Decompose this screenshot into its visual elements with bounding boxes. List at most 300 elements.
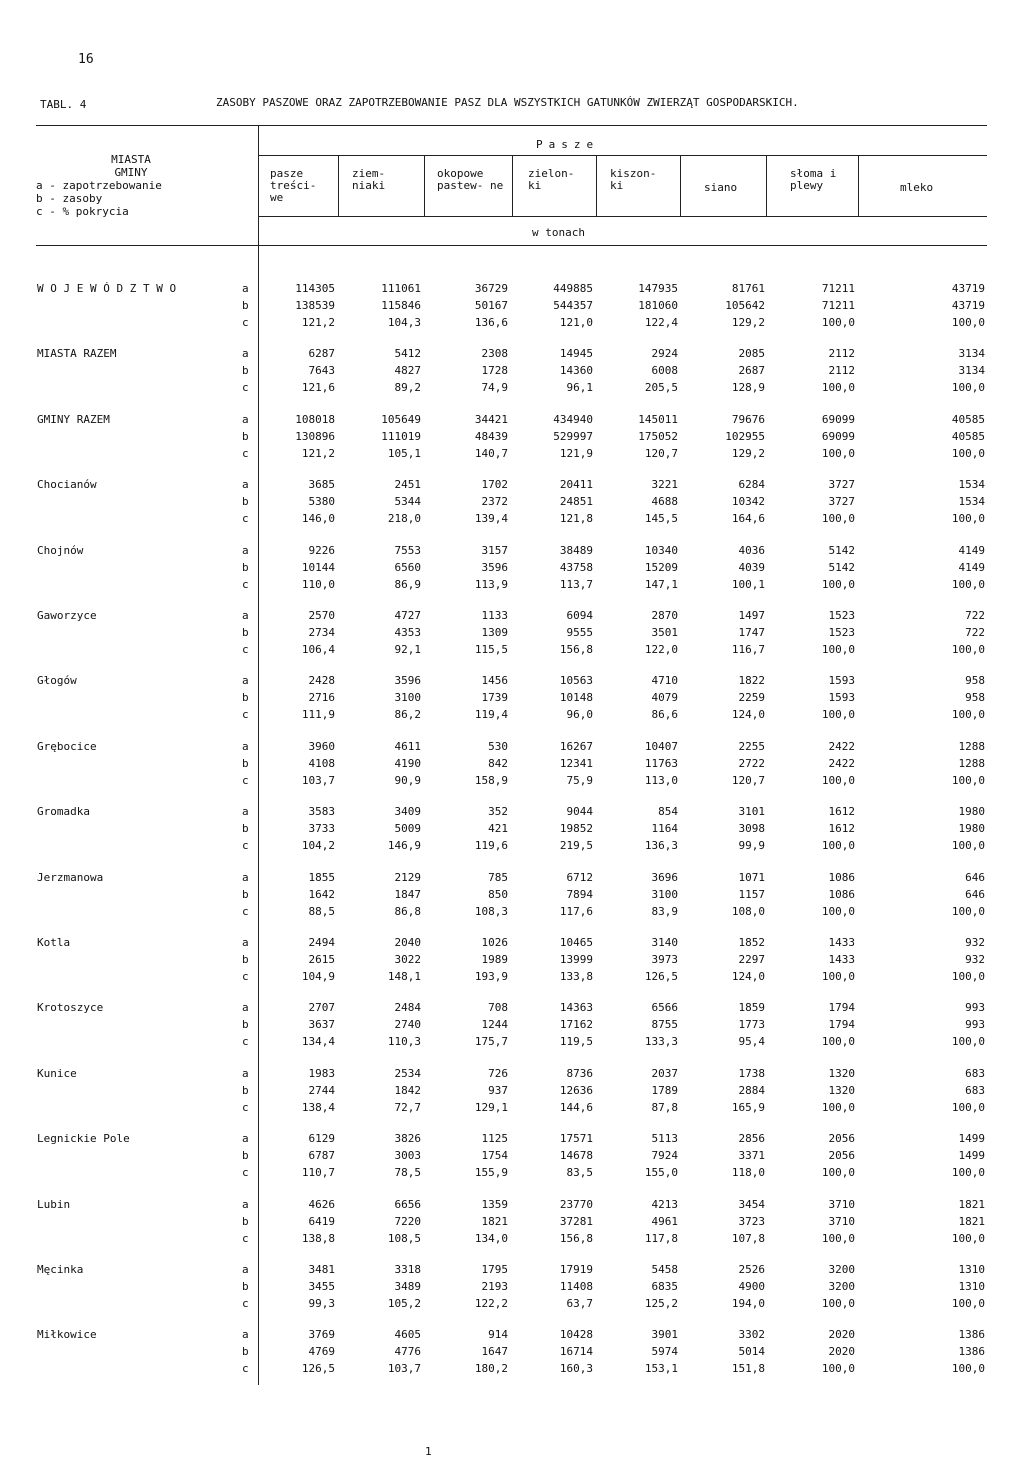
row-letter-b: b xyxy=(242,887,249,901)
table-cell: 3200 xyxy=(828,1263,855,1276)
table-cell: 105649 xyxy=(381,412,421,426)
table-cell: 14360 xyxy=(559,364,593,378)
table-cell: 1288 xyxy=(958,756,985,770)
table-cell: 13999 xyxy=(559,953,593,966)
table-cell: 100,0 xyxy=(821,643,855,656)
table-cell: 1593 xyxy=(828,674,855,688)
table-cell: 4688 xyxy=(651,495,678,509)
table-cell: 1288 xyxy=(958,739,985,753)
table-cell: 3501 xyxy=(651,626,678,639)
table-cell: 6787 xyxy=(308,1149,335,1163)
table-cell: 121,8 xyxy=(559,512,593,526)
table-cell: 683 xyxy=(965,1083,985,1097)
table-cell: 119,5 xyxy=(559,1035,593,1049)
table-cell: 130896 xyxy=(295,429,335,443)
table-cell: 165,9 xyxy=(731,1100,765,1114)
row-letter-b: b xyxy=(242,953,249,966)
table-cell: 2259 xyxy=(738,691,765,705)
table-cell: 3727 xyxy=(828,495,855,509)
table-cell: 5014 xyxy=(738,1345,765,1359)
table-cell: 108,5 xyxy=(387,1231,421,1245)
table-cell: 3101 xyxy=(738,805,765,819)
table-cell: 99,9 xyxy=(738,839,765,853)
table-cell: 2734 xyxy=(308,626,335,639)
table-cell: 63,7 xyxy=(566,1297,593,1310)
table-cell: 48439 xyxy=(474,429,508,443)
table-cell: 3489 xyxy=(394,1280,421,1293)
rule-col-1 xyxy=(338,155,339,216)
table-cell: 958 xyxy=(965,691,985,705)
table-cell: 100,0 xyxy=(951,839,985,853)
row-letter-c: c xyxy=(242,1166,249,1180)
table-cell: 932 xyxy=(965,936,985,949)
row-name: Chojnów xyxy=(37,543,84,557)
row-letter-b: b xyxy=(242,626,249,639)
table-cell: 138,4 xyxy=(301,1100,335,1114)
table-cell: 1842 xyxy=(394,1083,421,1097)
table-cell: 3200 xyxy=(828,1280,855,1293)
table-cell: 110,7 xyxy=(301,1166,335,1180)
row-name: MIASTA RAZEM xyxy=(37,347,117,361)
table-cell: 2020 xyxy=(828,1345,855,1359)
table-cell: 113,0 xyxy=(644,773,678,787)
table-cell: 1983 xyxy=(308,1066,335,1080)
table-cell: 103,7 xyxy=(301,773,335,787)
table-cell: 993 xyxy=(965,1018,985,1032)
table-cell: 139,4 xyxy=(474,512,508,526)
row-letter-a: a xyxy=(242,1197,249,1211)
table-cell: 3826 xyxy=(394,1132,421,1146)
table-cell: 1642 xyxy=(308,887,335,901)
table-cell: 146,9 xyxy=(387,839,421,853)
table-cell: 102955 xyxy=(725,429,765,443)
table-cell: 449885 xyxy=(553,282,593,295)
table-cell: 3409 xyxy=(394,805,421,819)
table-cell: 120,7 xyxy=(731,773,765,787)
table-cell: 11408 xyxy=(559,1280,593,1293)
table-cell: 156,8 xyxy=(559,1231,593,1245)
table-cell: 136,6 xyxy=(474,316,508,329)
table-cell: 1386 xyxy=(958,1345,985,1359)
table-cell: 7553 xyxy=(394,543,421,557)
table-title: ZASOBY PASZOWE ORAZ ZAPOTRZEBOWANIE PASZ DLA WSZYSTKICH GATUNKÓW ZWIERZĄT GOSPODARSKICH. xyxy=(216,96,799,109)
table-cell: 3596 xyxy=(481,560,508,574)
table-cell: 1593 xyxy=(828,691,855,705)
row-letter-b: b xyxy=(242,691,249,705)
row-letter-a: a xyxy=(242,1066,249,1080)
table-cell: 20411 xyxy=(559,478,593,492)
table-cell: 2085 xyxy=(738,347,765,361)
table-cell: 155,9 xyxy=(474,1166,508,1180)
table-cell: 72,7 xyxy=(394,1100,421,1114)
table-cell: 3134 xyxy=(958,364,985,378)
row-name: Gaworzyce xyxy=(37,609,97,622)
table-cell: 1794 xyxy=(828,1018,855,1032)
table-cell: 100,0 xyxy=(821,512,855,526)
table-cell: 218,0 xyxy=(387,512,421,526)
footnote-mark: 1 xyxy=(425,1445,432,1458)
table-cell: 1795 xyxy=(481,1263,508,1276)
table-cell: 113,9 xyxy=(474,577,508,591)
rule-col-3 xyxy=(512,155,513,216)
table-cell: 3318 xyxy=(394,1263,421,1276)
table-cell: 2484 xyxy=(394,1001,421,1015)
row-letter-b: b xyxy=(242,364,249,378)
table-cell: 7643 xyxy=(308,364,335,378)
table-cell: 6560 xyxy=(394,560,421,574)
table-cell: 2687 xyxy=(738,364,765,378)
table-cell: 36729 xyxy=(474,282,508,295)
table-cell: 121,2 xyxy=(301,446,335,460)
table-cell: 3901 xyxy=(651,1328,678,1342)
table-cell: 842 xyxy=(488,756,508,770)
table-cell: 2112 xyxy=(828,347,855,361)
table-cell: 107,8 xyxy=(731,1231,765,1245)
table-cell: 2372 xyxy=(481,495,508,509)
table-cell: 69099 xyxy=(821,412,855,426)
table-cell: 2870 xyxy=(651,609,678,622)
row-letter-c: c xyxy=(242,316,249,329)
table-cell: 108,0 xyxy=(731,904,765,918)
table-cell: 4149 xyxy=(958,543,985,557)
table-cell: 3140 xyxy=(651,936,678,949)
table-cell: 1497 xyxy=(738,609,765,622)
table-cell: 2193 xyxy=(481,1280,508,1293)
table-cell: 3134 xyxy=(958,347,985,361)
table-cell: 434940 xyxy=(553,412,593,426)
table-cell: 1499 xyxy=(958,1132,985,1146)
row-letter-c: c xyxy=(242,970,249,983)
table-cell: 1989 xyxy=(481,953,508,966)
table-cell: 158,9 xyxy=(474,773,508,787)
table-label: TABL. 4 xyxy=(40,98,87,111)
table-cell: 2534 xyxy=(394,1066,421,1080)
rule-group xyxy=(258,155,987,156)
table-cell: 140,7 xyxy=(474,446,508,460)
table-cell: 1386 xyxy=(958,1328,985,1342)
table-cell: 100,0 xyxy=(951,970,985,983)
table-cell: 1320 xyxy=(828,1066,855,1080)
table-cell: 1433 xyxy=(828,936,855,949)
table-cell: 2129 xyxy=(394,870,421,884)
table-cell: 2740 xyxy=(394,1018,421,1032)
table-cell: 5009 xyxy=(394,822,421,836)
table-cell: 937 xyxy=(488,1083,508,1097)
table-cell: 2526 xyxy=(738,1263,765,1276)
rule-stub xyxy=(258,125,259,1385)
table-cell: 3455 xyxy=(308,1280,335,1293)
table-cell: 122,2 xyxy=(474,1297,508,1310)
table-cell: 12341 xyxy=(559,756,593,770)
table-cell: 126,5 xyxy=(644,970,678,983)
row-letter-a: a xyxy=(242,609,249,622)
table-cell: 151,8 xyxy=(731,1362,765,1376)
table-cell: 10428 xyxy=(559,1328,593,1342)
table-cell: 114305 xyxy=(295,282,335,295)
table-cell: 100,0 xyxy=(821,773,855,787)
table-cell: 75,9 xyxy=(566,773,593,787)
row-letter-c: c xyxy=(242,1362,249,1376)
row-letter-a: a xyxy=(242,870,249,884)
table-cell: 3481 xyxy=(308,1263,335,1276)
table-cell: 100,0 xyxy=(951,643,985,656)
table-cell: 133,3 xyxy=(644,1035,678,1049)
table-cell: 2856 xyxy=(738,1132,765,1146)
table-cell: 8736 xyxy=(566,1066,593,1080)
table-cell: 2716 xyxy=(308,691,335,705)
table-cell: 100,0 xyxy=(821,839,855,853)
table-cell: 3960 xyxy=(308,739,335,753)
table-cell: 104,3 xyxy=(387,316,421,329)
table-cell: 145011 xyxy=(638,412,678,426)
table-cell: 4827 xyxy=(394,364,421,378)
row-letter-a: a xyxy=(242,478,249,492)
row-letter-c: c xyxy=(242,1297,249,1310)
row-name: Chocianów xyxy=(37,478,97,492)
table-cell: 15209 xyxy=(644,560,678,574)
table-cell: 2020 xyxy=(828,1328,855,1342)
column-header: pasze treści- we xyxy=(270,167,317,204)
row-letter-a: a xyxy=(242,1263,249,1276)
table-cell: 100,0 xyxy=(821,577,855,591)
table-cell: 133,8 xyxy=(559,970,593,983)
row-letter-c: c xyxy=(242,904,249,918)
stub-header-line: a - zapotrzebowanie xyxy=(36,179,162,192)
table-cell: 146,0 xyxy=(301,512,335,526)
table-cell: 12636 xyxy=(559,1083,593,1097)
table-cell: 96,0 xyxy=(566,708,593,722)
table-cell: 175,7 xyxy=(474,1035,508,1049)
table-cell: 129,2 xyxy=(731,316,765,329)
table-cell: 134,0 xyxy=(474,1231,508,1245)
row-letter-a: a xyxy=(242,1001,249,1015)
table-cell: 3371 xyxy=(738,1149,765,1163)
table-cell: 122,0 xyxy=(644,643,678,656)
table-cell: 100,0 xyxy=(951,1166,985,1180)
table-cell: 9555 xyxy=(566,626,593,639)
table-cell: 1855 xyxy=(308,870,335,884)
table-cell: 1822 xyxy=(738,674,765,688)
row-letter-c: c xyxy=(242,446,249,460)
table-cell: 3710 xyxy=(828,1197,855,1211)
table-cell: 100,0 xyxy=(821,904,855,918)
rule-col-6 xyxy=(766,155,767,216)
rule-col-4 xyxy=(596,155,597,216)
table-cell: 4036 xyxy=(738,543,765,557)
table-cell: 2422 xyxy=(828,756,855,770)
table-cell: 7894 xyxy=(566,887,593,901)
table-cell: 100,0 xyxy=(951,1035,985,1049)
row-name: Kunice xyxy=(37,1066,77,1080)
table-cell: 1310 xyxy=(958,1280,985,1293)
table-cell: 7924 xyxy=(651,1149,678,1163)
table-cell: 205,5 xyxy=(644,381,678,395)
table-cell: 119,6 xyxy=(474,839,508,853)
table-cell: 1523 xyxy=(828,626,855,639)
table-cell: 4108 xyxy=(308,756,335,770)
table-cell: 147,1 xyxy=(644,577,678,591)
row-letter-a: a xyxy=(242,674,249,688)
table-cell: 2494 xyxy=(308,936,335,949)
table-cell: 129,2 xyxy=(731,446,765,460)
rule-header-bottom xyxy=(36,245,987,246)
table-cell: 100,0 xyxy=(951,1297,985,1310)
table-cell: 138539 xyxy=(295,299,335,312)
table-cell: 1789 xyxy=(651,1083,678,1097)
table-cell: 8755 xyxy=(651,1018,678,1032)
table-cell: 1433 xyxy=(828,953,855,966)
row-letter-b: b xyxy=(242,1214,249,1228)
table-cell: 352 xyxy=(488,805,508,819)
table-cell: 4769 xyxy=(308,1345,335,1359)
table-cell: 121,6 xyxy=(301,381,335,395)
table-cell: 1534 xyxy=(958,478,985,492)
table-cell: 100,0 xyxy=(951,381,985,395)
table-cell: 100,0 xyxy=(821,1231,855,1245)
table-cell: 100,0 xyxy=(821,1297,855,1310)
table-cell: 5974 xyxy=(651,1345,678,1359)
table-cell: 6287 xyxy=(308,347,335,361)
table-cell: 1821 xyxy=(958,1197,985,1211)
table-cell: 1310 xyxy=(958,1263,985,1276)
row-name: W O J E W Ó D Z T W O xyxy=(37,282,177,295)
table-cell: 125,2 xyxy=(644,1297,678,1310)
table-cell: 121,0 xyxy=(559,316,593,329)
table-cell: 3973 xyxy=(651,953,678,966)
row-letter-a: a xyxy=(242,936,249,949)
table-cell: 100,0 xyxy=(821,1100,855,1114)
row-letter-c: c xyxy=(242,381,249,395)
table-cell: 118,0 xyxy=(731,1166,765,1180)
table-cell: 1980 xyxy=(958,822,985,836)
table-cell: 37281 xyxy=(559,1214,593,1228)
table-cell: 100,0 xyxy=(951,904,985,918)
table-cell: 134,4 xyxy=(301,1035,335,1049)
table-cell: 3583 xyxy=(308,805,335,819)
table-cell: 104,9 xyxy=(301,970,335,983)
row-letter-c: c xyxy=(242,1100,249,1114)
table-cell: 1702 xyxy=(481,478,508,492)
table-cell: 180,2 xyxy=(474,1362,508,1376)
table-cell: 1164 xyxy=(651,822,678,836)
table-cell: 1359 xyxy=(481,1197,508,1211)
table-cell: 100,0 xyxy=(821,1166,855,1180)
table-cell: 104,2 xyxy=(301,839,335,853)
table-cell: 4079 xyxy=(651,691,678,705)
table-cell: 6284 xyxy=(738,478,765,492)
table-cell: 95,4 xyxy=(738,1035,765,1049)
table-cell: 193,9 xyxy=(474,970,508,983)
row-name: Miłkowice xyxy=(37,1328,97,1342)
table-cell: 16267 xyxy=(559,739,593,753)
table-cell: 4149 xyxy=(958,560,985,574)
table-cell: 529997 xyxy=(553,429,593,443)
column-header: okopowe pastew- ne xyxy=(437,167,504,192)
table-cell: 100,0 xyxy=(951,1231,985,1245)
table-cell: 10144 xyxy=(301,560,335,574)
table-cell: 90,9 xyxy=(394,773,421,787)
table-cell: 4611 xyxy=(394,739,421,753)
table-cell: 128,9 xyxy=(731,381,765,395)
table-cell: 113,7 xyxy=(559,577,593,591)
table-cell: 726 xyxy=(488,1066,508,1080)
table-cell: 78,5 xyxy=(394,1166,421,1180)
table-cell: 4710 xyxy=(651,674,678,688)
table-cell: 74,9 xyxy=(481,381,508,395)
table-cell: 1456 xyxy=(481,674,508,688)
row-letter-b: b xyxy=(242,429,249,443)
table-cell: 81761 xyxy=(731,282,765,295)
table-cell: 145,5 xyxy=(644,512,678,526)
table-cell: 86,8 xyxy=(394,904,421,918)
table-cell: 14945 xyxy=(559,347,593,361)
table-cell: 1980 xyxy=(958,805,985,819)
row-letter-c: c xyxy=(242,512,249,526)
table-cell: 38489 xyxy=(559,543,593,557)
table-cell: 7220 xyxy=(394,1214,421,1228)
table-cell: 2037 xyxy=(651,1066,678,1080)
stub-header-line: b - zasoby xyxy=(36,192,103,205)
row-letter-a: a xyxy=(242,543,249,557)
table-cell: 117,6 xyxy=(559,904,593,918)
table-cell: 850 xyxy=(488,887,508,901)
table-cell: 2056 xyxy=(828,1149,855,1163)
table-cell: 23770 xyxy=(559,1197,593,1211)
table-cell: 1499 xyxy=(958,1149,985,1163)
table-cell: 87,8 xyxy=(651,1100,678,1114)
table-cell: 421 xyxy=(488,822,508,836)
column-header: słoma i plewy xyxy=(790,167,837,192)
column-header: zielon- ki xyxy=(528,167,575,192)
row-letter-b: b xyxy=(242,1345,249,1359)
table-cell: 96,1 xyxy=(566,381,593,395)
table-cell: 1071 xyxy=(738,870,765,884)
table-cell: 1086 xyxy=(828,870,855,884)
table-cell: 11763 xyxy=(644,756,678,770)
stub-header xyxy=(36,153,226,218)
table-cell: 1773 xyxy=(738,1018,765,1032)
table-cell: 100,0 xyxy=(821,381,855,395)
table-cell: 914 xyxy=(488,1328,508,1342)
rule-col-2 xyxy=(424,155,425,216)
table-cell: 993 xyxy=(965,1001,985,1015)
table-cell: 3696 xyxy=(651,870,678,884)
table-cell: 1728 xyxy=(481,364,508,378)
table-cell: 958 xyxy=(965,674,985,688)
table-cell: 5380 xyxy=(308,495,335,509)
table-cell: 6129 xyxy=(308,1132,335,1146)
table-cell: 71211 xyxy=(821,282,855,295)
table-cell: 6656 xyxy=(394,1197,421,1211)
table-cell: 2428 xyxy=(308,674,335,688)
table-cell: 1852 xyxy=(738,936,765,949)
row-letter-c: c xyxy=(242,1231,249,1245)
table-cell: 100,0 xyxy=(821,316,855,329)
table-cell: 9226 xyxy=(308,543,335,557)
table-cell: 4353 xyxy=(394,626,421,639)
table-cell: 86,6 xyxy=(651,708,678,722)
row-letter-c: c xyxy=(242,1035,249,1049)
row-letter-b: b xyxy=(242,1280,249,1293)
stub-header-line: c - % pokrycia xyxy=(36,205,129,218)
stub-header-line: GMINY xyxy=(114,166,148,179)
table-cell: 3710 xyxy=(828,1214,855,1228)
table-cell: 4213 xyxy=(651,1197,678,1211)
table-cell: 160,3 xyxy=(559,1362,593,1376)
table-cell: 646 xyxy=(965,870,985,884)
table-cell: 9044 xyxy=(566,805,593,819)
table-cell: 2255 xyxy=(738,739,765,753)
